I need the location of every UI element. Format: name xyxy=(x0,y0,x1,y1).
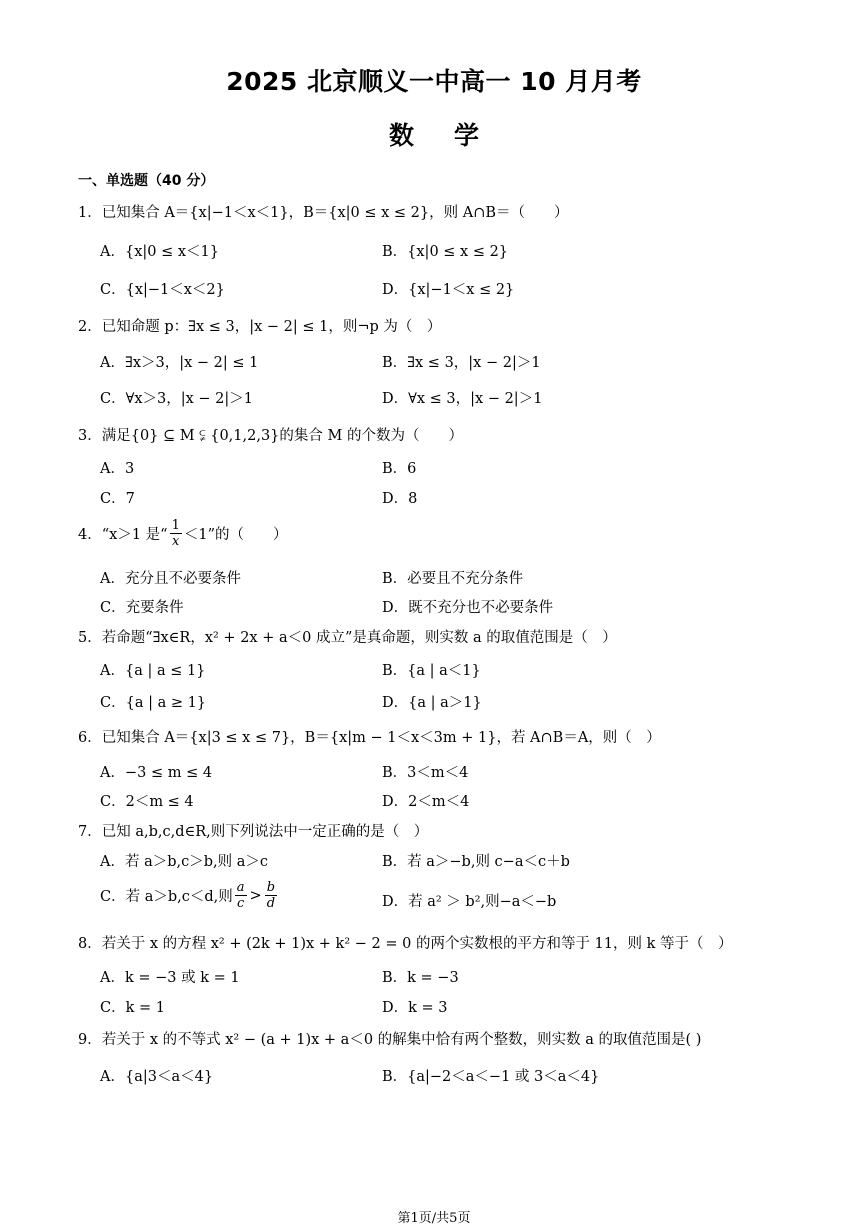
question-7-option-a: A．若 a＞b,c＞b,则 a＞c xyxy=(100,854,269,870)
question-3-option-d: D．8 xyxy=(382,491,418,507)
question-1-option-d: D．{x|−1＜x ≤ 2} xyxy=(382,282,515,298)
question-8-stem: 8．若关于 x 的方程 x² + (2k + 1)x + k² − 2 = 0 的两个实数根的平方和等于 11，则 k 等于（ ） xyxy=(78,936,733,952)
question-1-option-a: A．{x|0 ≤ x＜1} xyxy=(100,244,219,260)
question-5-option-a: A．{a | a ≤ 1} xyxy=(100,663,206,679)
question-8-option-a: A．k = −3 或 k = 1 xyxy=(100,970,240,986)
question-9-stem: 9．若关于 x 的不等式 x² − (a + 1)x + a＜0 的解集中恰有两个整数，则实数 a 的取值范围是( ) xyxy=(78,1032,702,1048)
fraction-denominator: c xyxy=(237,896,245,911)
section-heading: 一、单选题（40 分） xyxy=(78,173,215,189)
exam-title: 2025 北京顺义一中高一 10 月月考 xyxy=(226,67,642,96)
question-5-option-b: B．{a | a＜1} xyxy=(382,663,481,679)
page-number: 第1页/共5页 xyxy=(397,1211,471,1226)
question-2-option-d: D．∀x ≤ 3，|x − 2|＞1 xyxy=(382,391,543,407)
greater-than-sign: > xyxy=(249,887,262,904)
fraction-a-over-c xyxy=(235,880,247,911)
question-7-stem: 7．已知 a,b,c,d∈R,则下列说法中一定正确的是（ ） xyxy=(78,824,429,840)
question-5-option-c: C．{a | a ≥ 1} xyxy=(100,695,207,711)
question-1-option-b: B．{x|0 ≤ x ≤ 2} xyxy=(382,244,509,260)
question-4-fraction xyxy=(170,518,182,549)
question-5-option-d: D．{a | a＞1} xyxy=(382,695,482,711)
fraction-numerator: b xyxy=(266,880,276,895)
question-7-option-c-text: C．若 a＞b,c＜d,则 xyxy=(100,889,233,905)
question-3-stem: 3．满足{0} ⊆ M ⫋ {0,1,2,3}的集合 M 的个数为（ ） xyxy=(78,428,463,444)
fraction-denominator: d xyxy=(266,896,276,911)
question-2-option-b: B．∃x ≤ 3，|x − 2|＞1 xyxy=(382,355,541,371)
question-6-option-d: D．2＜m＜4 xyxy=(382,794,470,810)
question-4-stem-prefix: 4．“x＞1 是“ xyxy=(78,527,168,543)
fraction-denominator: x xyxy=(172,534,180,549)
question-7-option-c xyxy=(100,880,277,911)
fraction-numerator: a xyxy=(236,880,245,895)
question-6-option-c: C．2＜m ≤ 4 xyxy=(100,794,194,810)
question-4-option-c: C．充要条件 xyxy=(100,600,184,616)
question-4-stem xyxy=(78,518,288,549)
question-2-option-c: C．∀x＞3，|x − 2|＞1 xyxy=(100,391,254,407)
fraction-numerator: 1 xyxy=(171,518,180,533)
question-9-option-a: A．{a|3＜a＜4} xyxy=(100,1069,214,1085)
question-4-option-d: D．既不充分也不必要条件 xyxy=(382,600,554,616)
fraction-b-over-d xyxy=(265,880,277,911)
question-6-stem: 6．已知集合 A＝{x|3 ≤ x ≤ 7}，B＝{x|m − 1＜x＜3m + 1}，若 A∩B＝A，则（ ） xyxy=(78,730,661,746)
subject-title: 数学 xyxy=(388,121,519,150)
question-7-option-b: B．若 a＞−b,则 c−a＜c＋b xyxy=(382,854,570,870)
question-1-stem: 1．已知集合 A＝{x|−1＜x＜1}，B＝{x|0 ≤ x ≤ 2}，则 A∩B＝（ ） xyxy=(78,205,569,221)
question-4-option-b: B．必要且不充分条件 xyxy=(382,571,524,587)
question-2-stem: 2．已知命题 p：∃x ≤ 3，|x − 2| ≤ 1，则¬p 为（ ） xyxy=(78,319,442,335)
question-8-option-c: C．k = 1 xyxy=(100,1000,165,1016)
question-8-option-b: B．k = −3 xyxy=(382,970,459,986)
question-6-option-a: A．−3 ≤ m ≤ 4 xyxy=(100,765,213,781)
question-3-option-c: C．7 xyxy=(100,491,135,507)
question-3-option-a: A．3 xyxy=(100,461,135,477)
question-6-option-b: B．3＜m＜4 xyxy=(382,765,469,781)
question-8-option-d: D．k = 3 xyxy=(382,1000,448,1016)
question-9-option-b: B．{a|−2＜a＜−1 或 3＜a＜4} xyxy=(382,1069,600,1085)
question-7-option-d: D．若 a² ＞ b²,则−a＜−b xyxy=(382,894,557,910)
question-4-option-a: A．充分且不必要条件 xyxy=(100,571,241,587)
question-4-stem-suffix: ＜1”的（ ） xyxy=(183,527,288,543)
question-3-option-b: B．6 xyxy=(382,461,417,477)
question-1-option-c: C．{x|−1＜x＜2} xyxy=(100,282,225,298)
question-2-option-a: A．∃x＞3，|x − 2| ≤ 1 xyxy=(100,355,259,371)
question-5-stem: 5．若命题“∃x∈R，x² + 2x + a＜0 成立”是真命题，则实数 a 的取值范围是（ ） xyxy=(78,630,617,646)
